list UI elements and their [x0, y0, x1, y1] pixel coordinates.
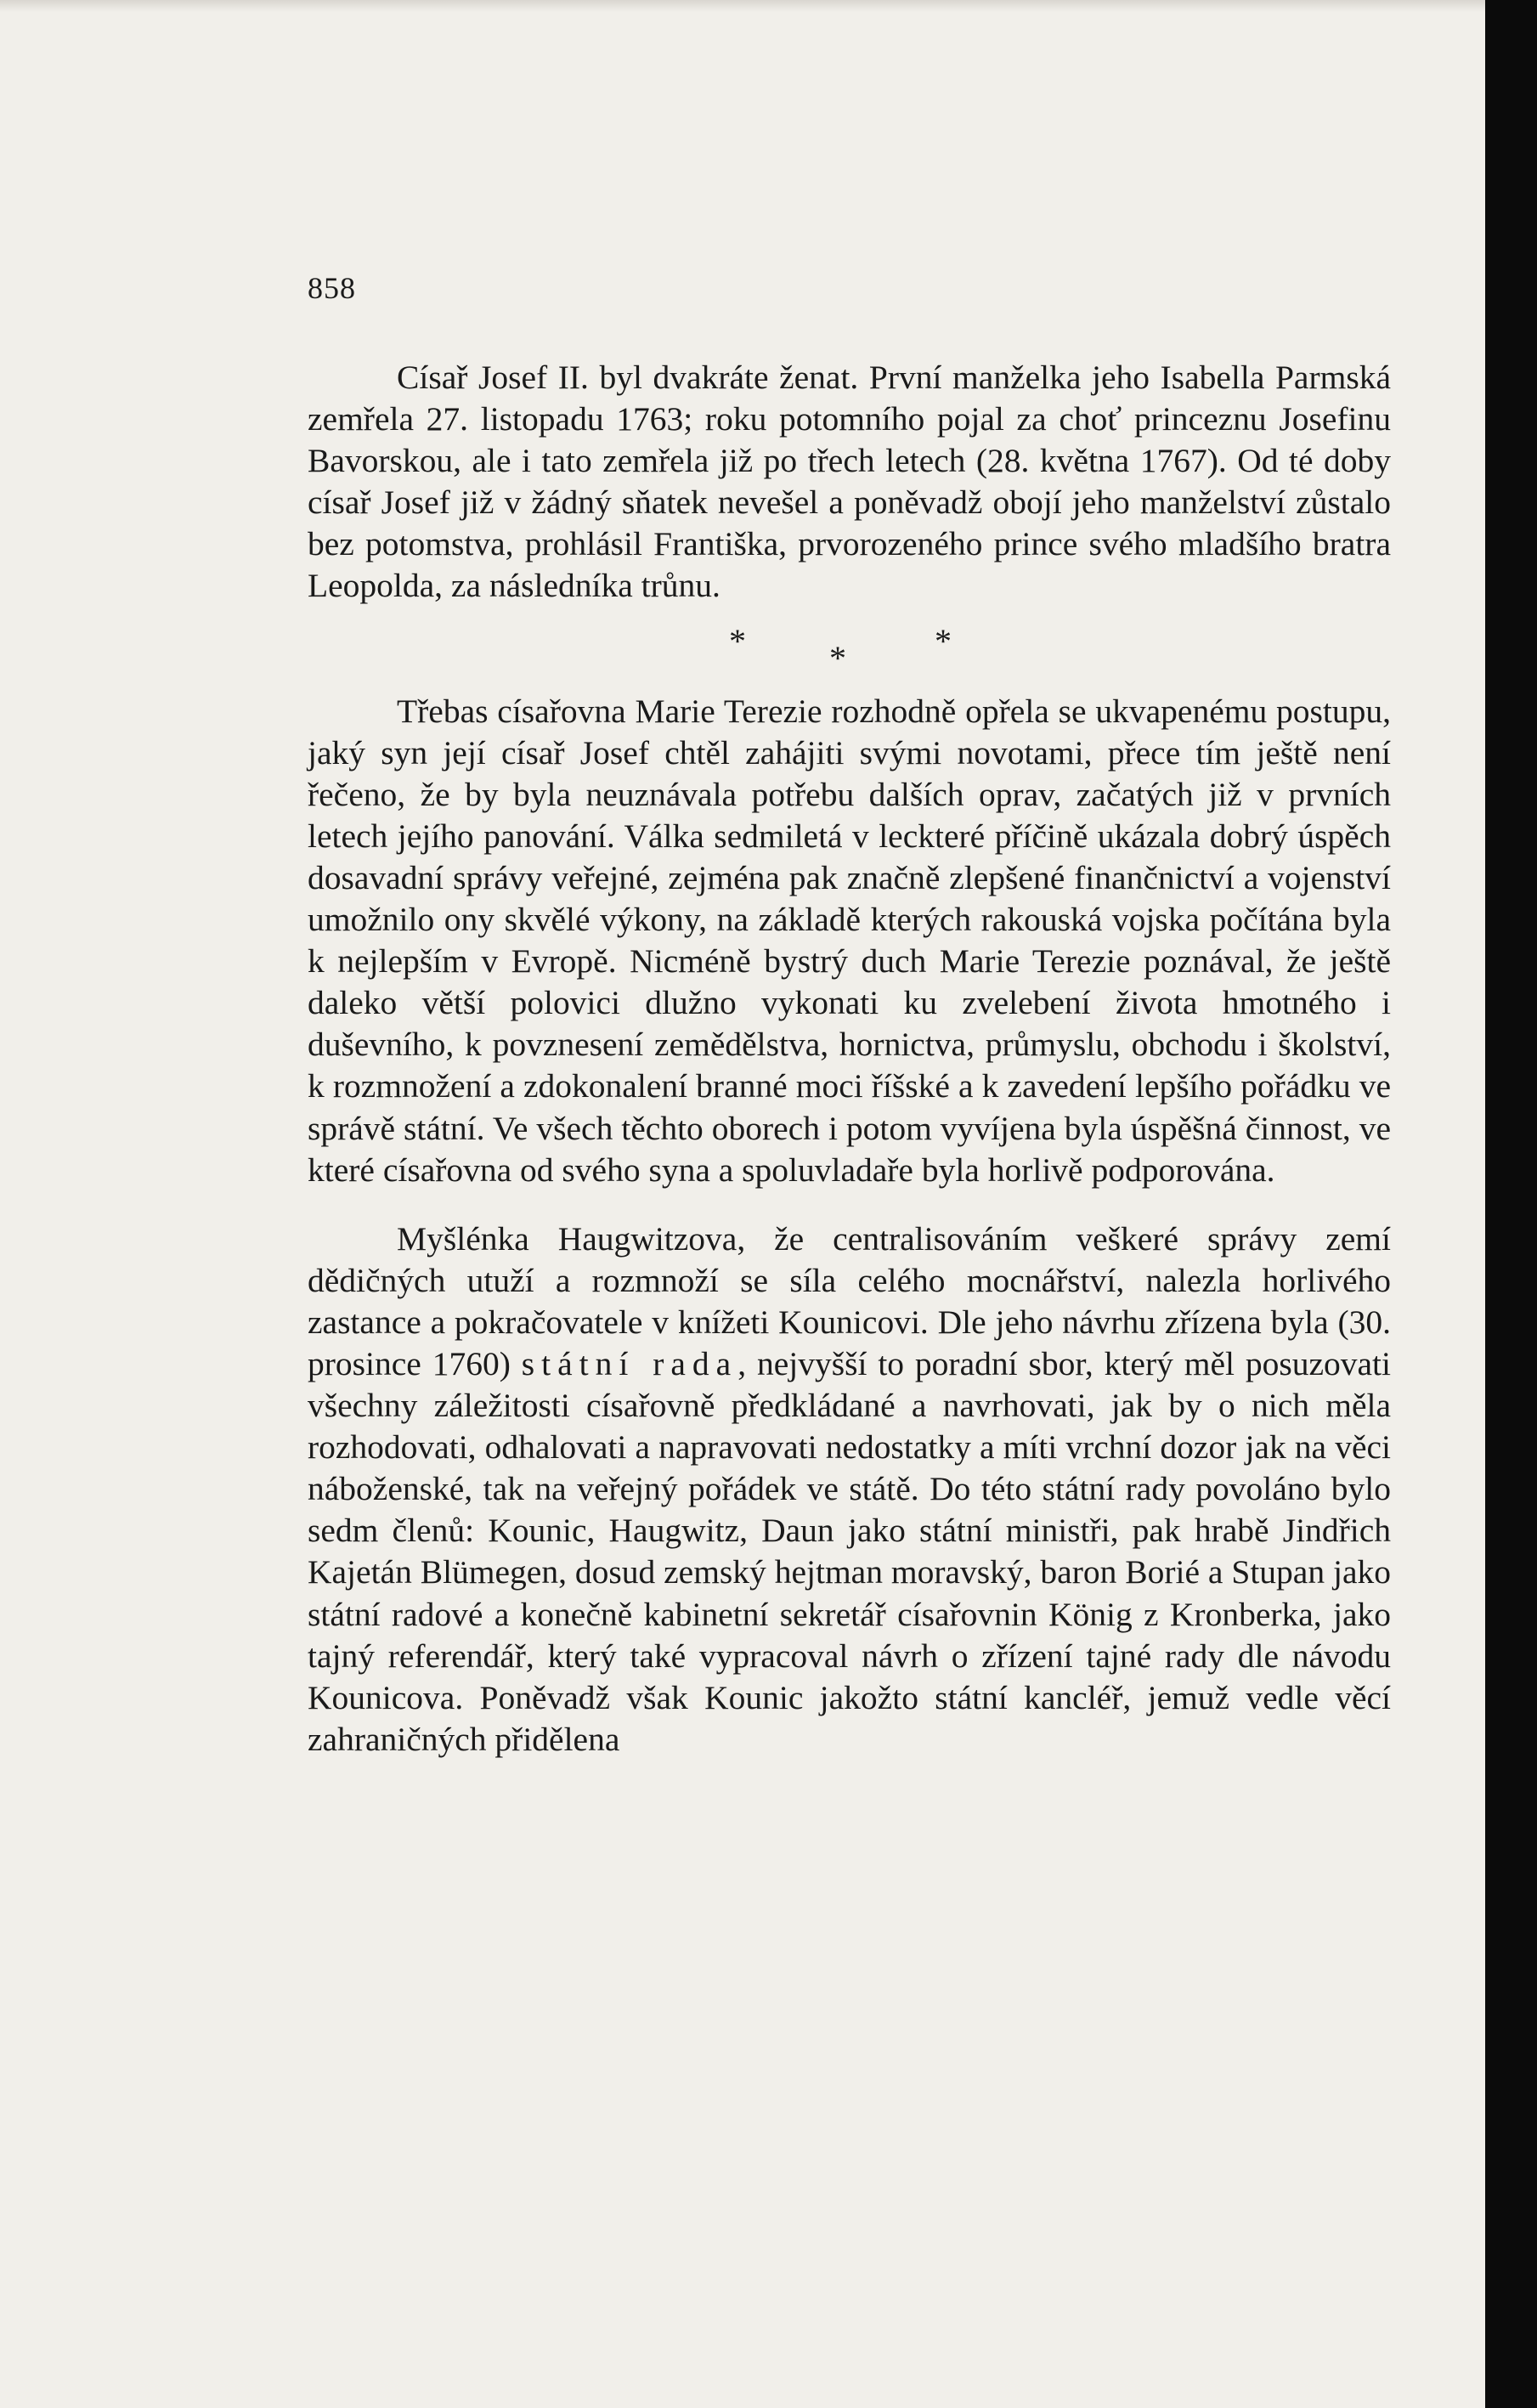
state-council-emphasis: státní rada	[521, 1344, 738, 1382]
paragraph-state-council	[308, 1218, 1391, 1761]
section-separator	[308, 608, 1391, 691]
page-top-edge	[0, 0, 1485, 12]
scan-dark-margin	[1485, 0, 1537, 2408]
page-text	[308, 357, 1391, 1761]
asterisk: *	[729, 621, 746, 660]
paragraph-maria-theresa-reforms: Třebas císařovna Marie Terezie rozhodně opřela se ukvapenému postupu, jaký syn její císař Josef chtěl zahájiti svými novotami, přece tím ještě není řečeno, že by byla neuznávala potřebu dalších oprav, začatých již v prvních letech jejího panování. Válka sedmiletá v leckteré příčině ukázala dobrý úspěch dosavadní správy veřejné, zejména pak značně zlepšené finančnictví a vojenství umožnilo ony skvělé výkony, na základě kterých rakouská vojska počítána byla k nejlepším v Evropě. Nicméně bystrý duch Marie Terezie poznával, že ještě daleko větší polovici dlužno vykonati ku zvelebení života hmotného i duševního, k povznesení zemědělstva, hornictva, průmyslu, obchodu i školství, k rozmnožení a zdokonalení branné moci říšské a k zavedení lepšího pořádku ve správě státní. Ve všech těchto oborech i potom vyvíjena byla úspěšná činnost, ve které císařovna od svého syna a spoluvladaře byla horlivě podporována.	[308, 692, 1391, 1189]
page-number: 858	[308, 271, 356, 305]
state-council-text-before: Myšlénka Haugwitzova, že centralisováním veškeré správy zemí dědičných utuží a rozmnoží se síla celého mocnářství, nalezla horlivého zastance a pokračovatele v knížeti Kounicovi. Dle jeho návrhu zřízena byla (30. prosince 1760)	[308, 1219, 1391, 1382]
state-council-text-after: , nejvyšší to poradní sbor, který měl posuzovati všechny záležitosti císařovně předkládané a navrhovati, jak by o nich měla rozhodovati, odhalovati a napravovati nedostatky a míti vrchní dozor jak na věci náboženské, tak na veřejný pořádek ve státě. Do této státní rady povoláno bylo sedm členů: Kounic, Haugwitz, Daun jako státní ministři, pak hrabě Jindřich Kajetán Blümegen, dosud zemský hejtman moravský, baron Borié a Stupan jako státní radové a konečně kabinetní sekretář císařovnin König z Kronberka, jako tajný referendář, který také vypracoval návrh o zřízení tajné rady dle návodu Kounicova. Poněvadž však Kounic jakožto státní kancléř, jemuž vedle věcí zahraničných přidělena	[308, 1344, 1391, 1758]
asterisk: *	[935, 621, 952, 660]
paragraph-emperor-marriages: Císař Josef II. byl dvakráte ženat. První manželka jeho Isabella Parmská zemřela 27. listopadu 1763; roku potomního pojal za choť princeznu Josefinu Bavorskou, ale i tato zemřela již po třech letech (28. května 1767). Od té doby císař Josef již v žádný sňatek nevešel a poněvadž obojí jeho manželství zůstalo bez potomstva, prohlásil Františka, prvorozeného prince svého mladšího bratra Leopolda, za následníka trůnu.	[308, 359, 1391, 605]
asterisk: *	[829, 638, 846, 677]
paragraph-gap	[308, 1191, 1391, 1218]
